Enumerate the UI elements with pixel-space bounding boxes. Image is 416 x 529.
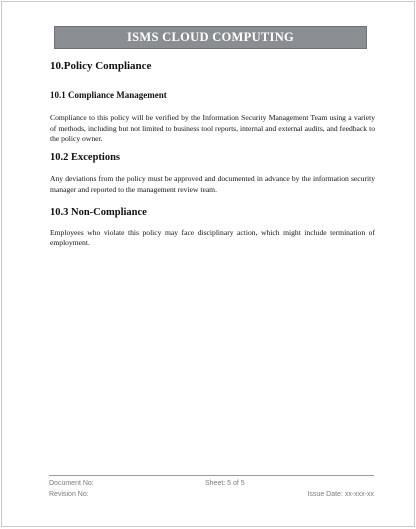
issue-date: Issue Date: xx-xxx-xx bbox=[307, 491, 374, 498]
non-compliance-paragraph: Employees who violate this policy may face disciplinary action, which might include termination of employment. bbox=[50, 227, 375, 248]
exceptions-paragraph: Any deviations from the policy must be approved and documented in advance by the information security manager and reported to the management review team. bbox=[50, 174, 375, 194]
document-page bbox=[1, 1, 415, 527]
compliance-management-paragraph: Compliance to this policy will be verified by the Information Security Management Team using a variety of methods, including but not limited to business tool reports, internal and external audits, and feedback to the policy owner. bbox=[50, 113, 375, 144]
subsection-heading-exceptions: 10.2 Exceptions bbox=[50, 152, 121, 164]
document-number-label: Document No: bbox=[49, 480, 94, 487]
subsection-heading-compliance-management: 10.1 Compliance Management bbox=[50, 90, 167, 100]
document-title-banner: ISMS CLOUD COMPUTING bbox=[54, 26, 367, 49]
section-heading: 10.Policy Compliance bbox=[50, 60, 152, 72]
sheet-number: Sheet: 5 of 5 bbox=[205, 480, 245, 487]
footer-divider bbox=[49, 475, 374, 476]
document-content bbox=[50, 59, 375, 249]
revision-number-label: Revision No: bbox=[49, 491, 89, 498]
subsection-heading-non-compliance: 10.3 Non-Compliance bbox=[50, 206, 147, 218]
